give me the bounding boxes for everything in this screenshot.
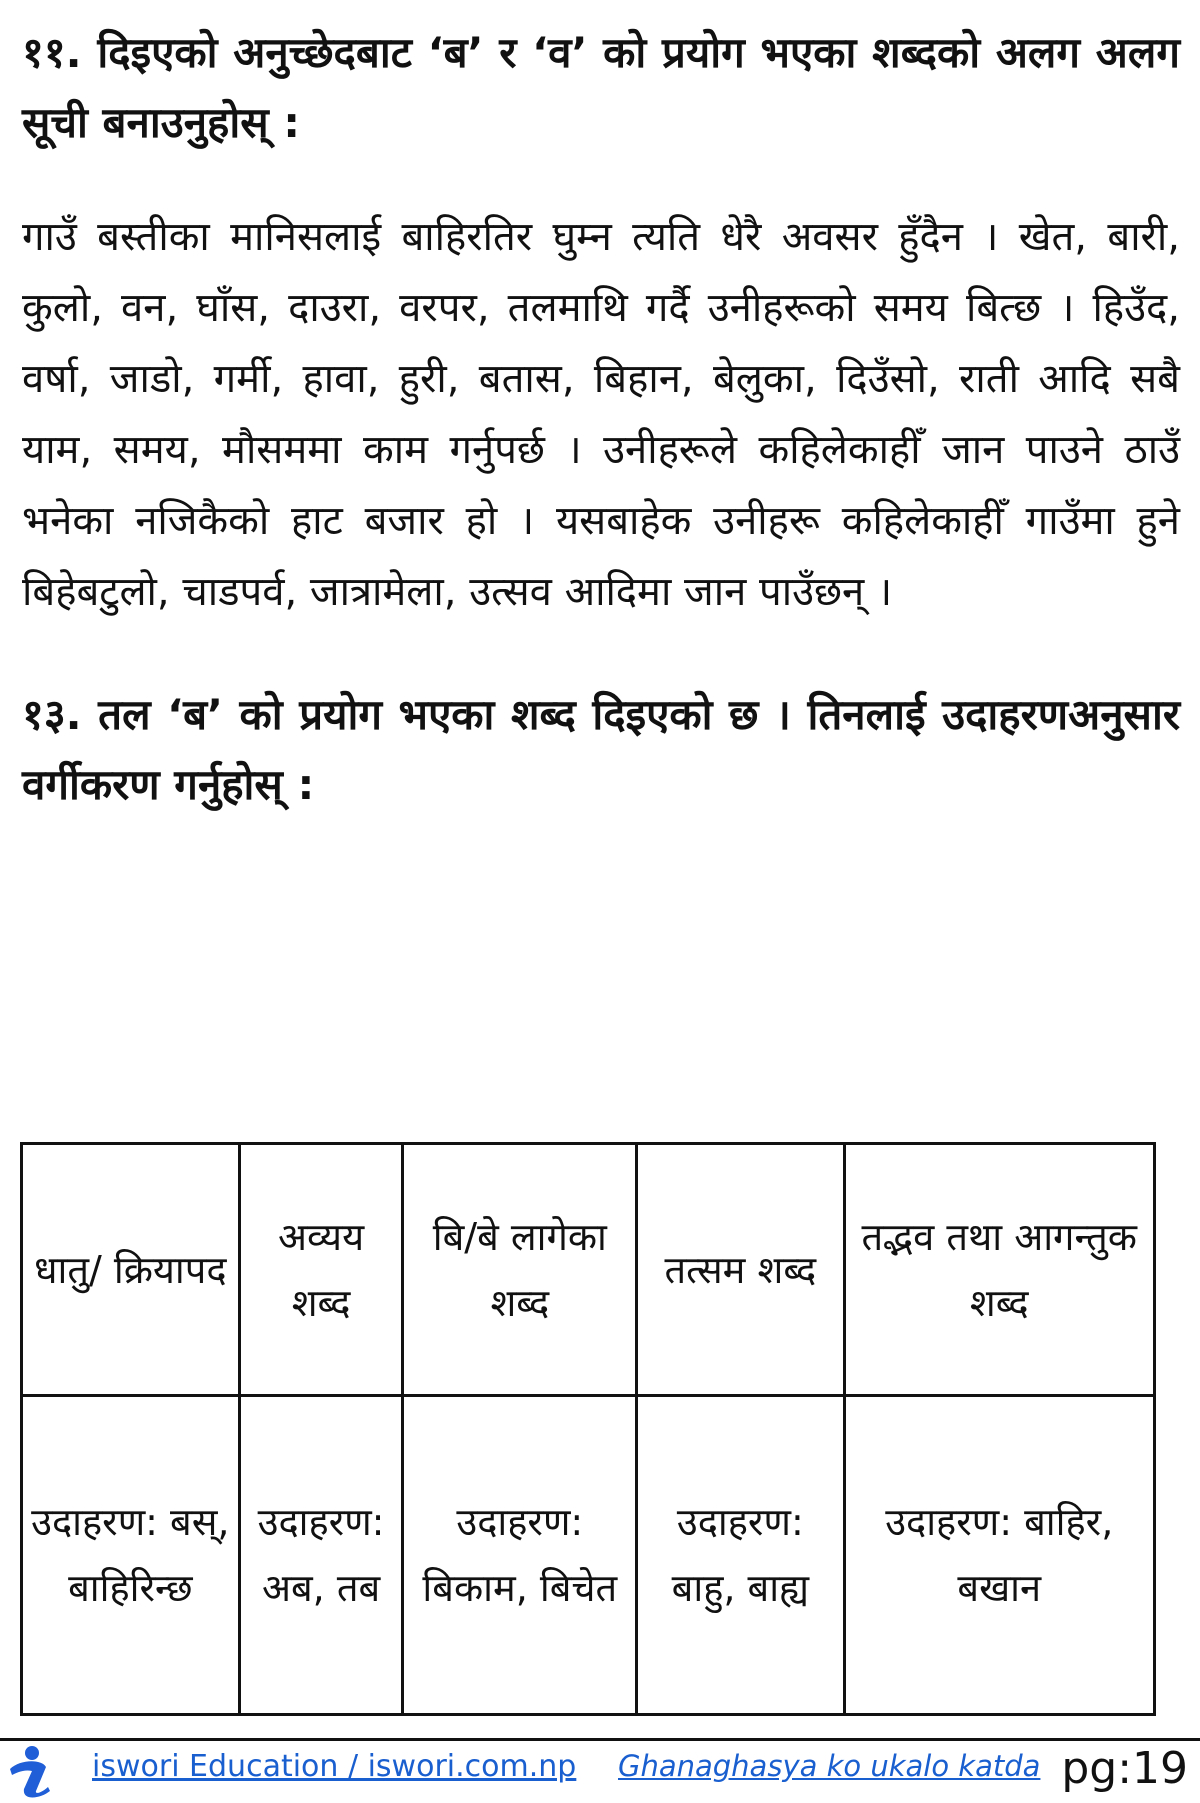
table-example-row bbox=[22, 1396, 1155, 1715]
header-cell-tatsam: तत्सम शब्द bbox=[637, 1144, 844, 1396]
page-number: pg:19 bbox=[1061, 1743, 1188, 1794]
page-footer bbox=[0, 1738, 1200, 1803]
header-cell-tadbhav: तद्भव तथा आगन्तुक शब्द bbox=[844, 1144, 1155, 1396]
footer-link-iswori[interactable]: iswori Education / iswori.com.np bbox=[92, 1749, 577, 1784]
passage-paragraph: गाउँ बस्तीका मानिसलाई बाहिरतिर घुम्न त्यति धेरै अवसर हुँदैन । खेत, बारी, कुलो, वन, घाँस, दाउरा, वरपर, तलमाथि गर्दै उनीहरूको समय बित्छ । हिउँद, वर्षा, जाडो, गर्मी, हावा, हुरी, बतास, बिहान, बेलुका, दिउँसो, राती आदि सबै याम, समय, मौसममा काम गर्नुपर्छ । उनीहरूले कहिलेकाहीँ जान पाउने ठाउँ भनेका नजिकैको हाट बजार हो । यसबाहेक उनीहरू कहिलेकाहीँ गाउँमा हुने बिहेबटुलो, चाडपर्व, जात्रामेला, उत्सव आदिमा जान पाउँछन् । bbox=[22, 214, 1180, 615]
header-cell-avyay: अव्यय शब्द bbox=[239, 1144, 403, 1396]
example-cell-tadbhav: उदाहरण: बाहिर, बखान bbox=[844, 1396, 1155, 1715]
example-cell-avyay: उदाहरण: अब, तब bbox=[239, 1396, 403, 1715]
footer-link-book[interactable]: Ghanaghasya ko ukalo katda bbox=[618, 1749, 1041, 1783]
example-cell-tatsam: उदाहरण: बाहु, बाह्य bbox=[637, 1396, 844, 1715]
header-cell-bi-be: बि/बे लागेका शब्द bbox=[403, 1144, 637, 1396]
header-cell-dhatu: धातु/ क्रियापद bbox=[22, 1144, 240, 1396]
example-cell-dhatu: उदाहरण: बस्, बाहिरिन्छ bbox=[22, 1396, 240, 1715]
example-cell-bi-be: उदाहरण: बिकाम, बिचेत bbox=[403, 1396, 637, 1715]
question-11-heading: ११. दिइएको अनुच्छेदबाट ‘ब’ र ‘व’ को प्रयोग भएका शब्दको अलग अलग सूची बनाउनुहोस् : bbox=[22, 28, 1180, 147]
classification-table bbox=[20, 1142, 1156, 1716]
page-content bbox=[22, 18, 1180, 820]
table-header-row bbox=[22, 1144, 1155, 1396]
info-logo-icon bbox=[2, 1743, 60, 1799]
question-13-heading: १३. तल ‘ब’ को प्रयोग भएका शब्द दिइएको छ । तिनलाई उदाहरणअनुसार वर्गीकरण गर्नुहोस् : bbox=[22, 690, 1180, 809]
